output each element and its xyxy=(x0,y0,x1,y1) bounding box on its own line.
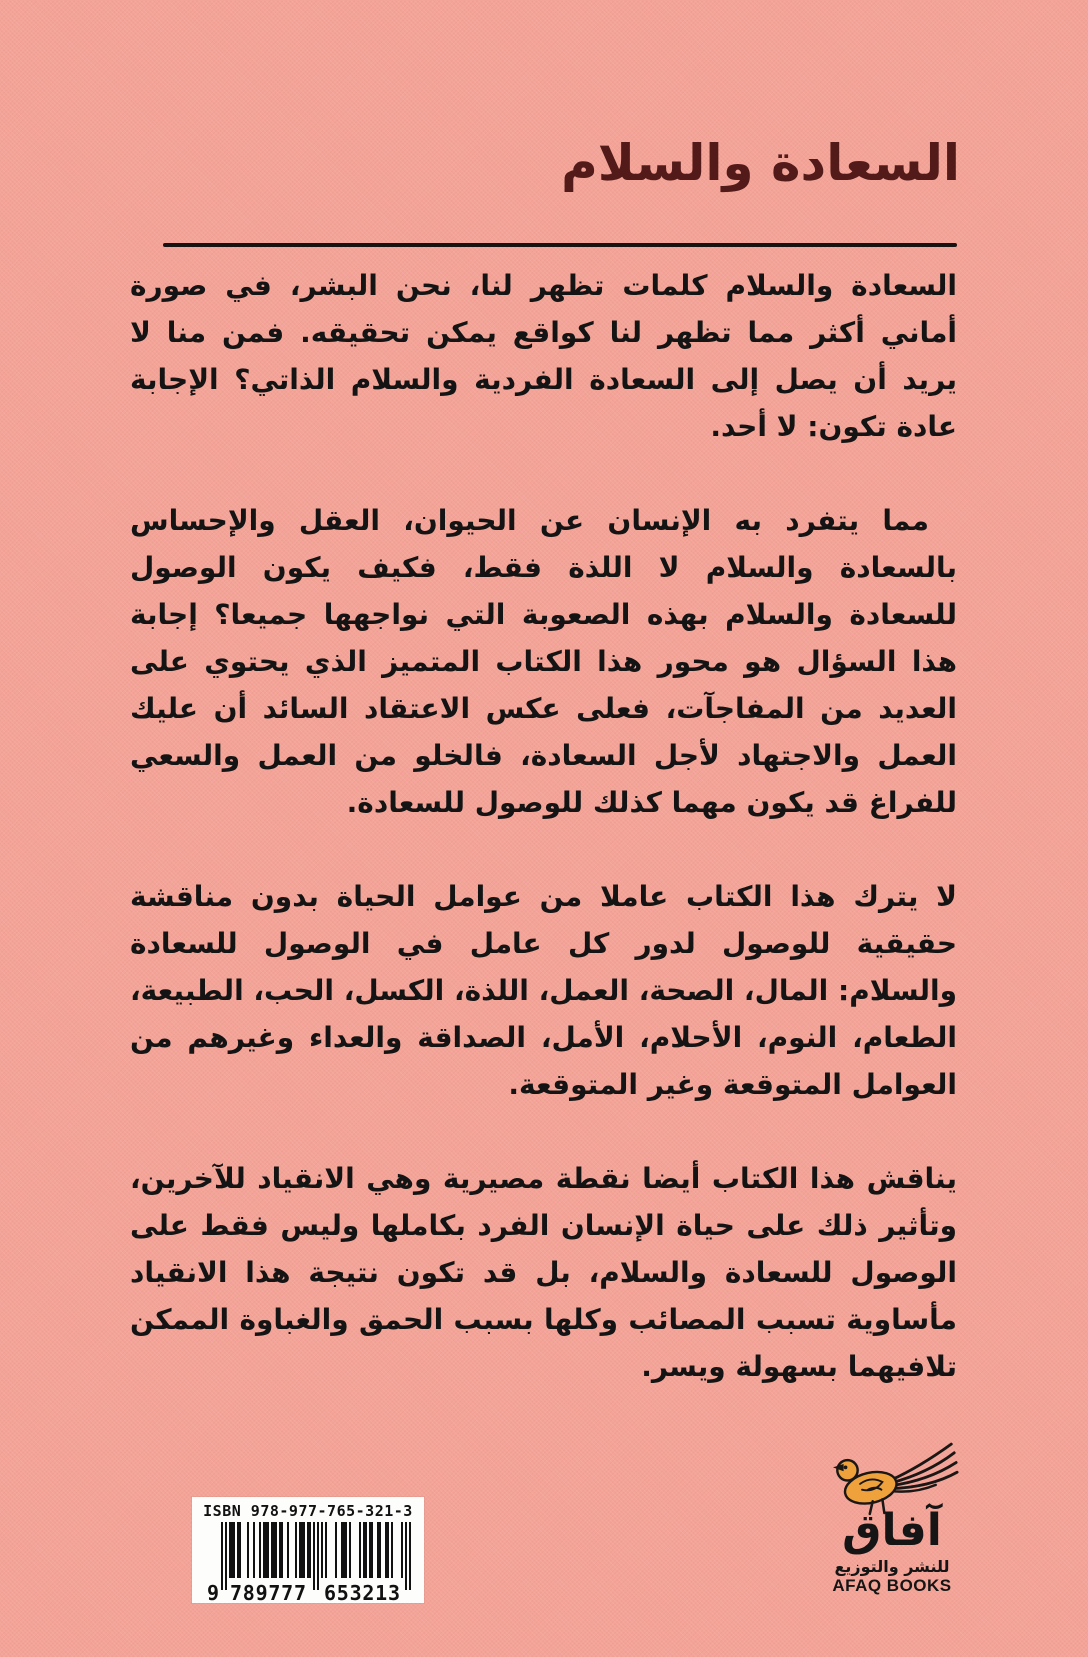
publisher-logo-arabic: آفاق xyxy=(842,1505,942,1556)
blurb-paragraph-3: لا يترك هذا الكتاب عاملا من عوامل الحياة بدون مناقشة حقيقية للوصول لدور كل عامل في الوصول للسعادة والسلام: المال، الصحة، العمل، اللذة، الكسل، الحب، الطبيعة، الطعام، النوم، الأحلام، الأمل، الصداقة والعداء وغيرهم من العوامل المتوقعة وغير المتوقعة. xyxy=(130,880,957,1101)
publisher-name-english: AFAQ BOOKS xyxy=(832,1576,952,1596)
blurb-paragraph-4: يناقش هذا الكتاب أيضا نقطة مصيرية وهي الانقياد للآخرين، وتأثير ذلك على حياة الإنسان الفرد بكاملها وليس فقط على الوصول للسعادة والسلام، بل قد تكون نتيجة هذا الانقياد مأساوية تسبب المصائب وكلها بسبب الحمق والغباوة الممكن تلافيهما بسهولة ويسر. xyxy=(130,1162,957,1383)
isbn-barcode xyxy=(192,1497,424,1603)
svg-text:653213: 653213 xyxy=(324,1581,400,1602)
isbn-label: ISBN 978-977-765-321-3 xyxy=(203,1502,413,1520)
svg-text:789777: 789777 xyxy=(230,1581,306,1602)
blurb-paragraph-1: السعادة والسلام كلمات تظهر لنا، نحن البشر، في صورة أماني أكثر مما تظهر لنا كواقع يمكن تحقيقه. فمن منا لا يريد أن يصل إلى السعادة الفردية والسلام الذاتي؟ الإجابة عادة تكون: لا أحد. xyxy=(130,269,957,443)
blurb-paragraph-2: مما يتفرد به الإنسان عن الحيوان، العقل والإحساس بالسعادة والسلام لا اللذة فقط، فكيف يكون الوصول للسعادة والسلام بهذه الصعوبة التي نواجهها جميعا؟ إجابة هذا السؤال هو محور هذا الكتاب المتميز الذي يحتوي على العديد من المفاجآت، فعلى عكس الاعتقاد السائد أن عليك العمل والاجتهاد لأجل السعادة، فالخلو من العمل والسعي للفراغ قد يكون مهما كذلك للوصول للسعادة. xyxy=(130,504,957,819)
blurb-text xyxy=(130,262,957,1437)
publisher-logo xyxy=(824,1441,960,1596)
book-title: السعادة والسلام xyxy=(561,134,960,192)
title-divider xyxy=(163,243,957,247)
barcode-bars-icon xyxy=(205,1522,411,1606)
publisher-tagline-arabic: للنشر والتوزيع xyxy=(834,1557,950,1577)
svg-text:9: 9 xyxy=(207,1581,220,1602)
